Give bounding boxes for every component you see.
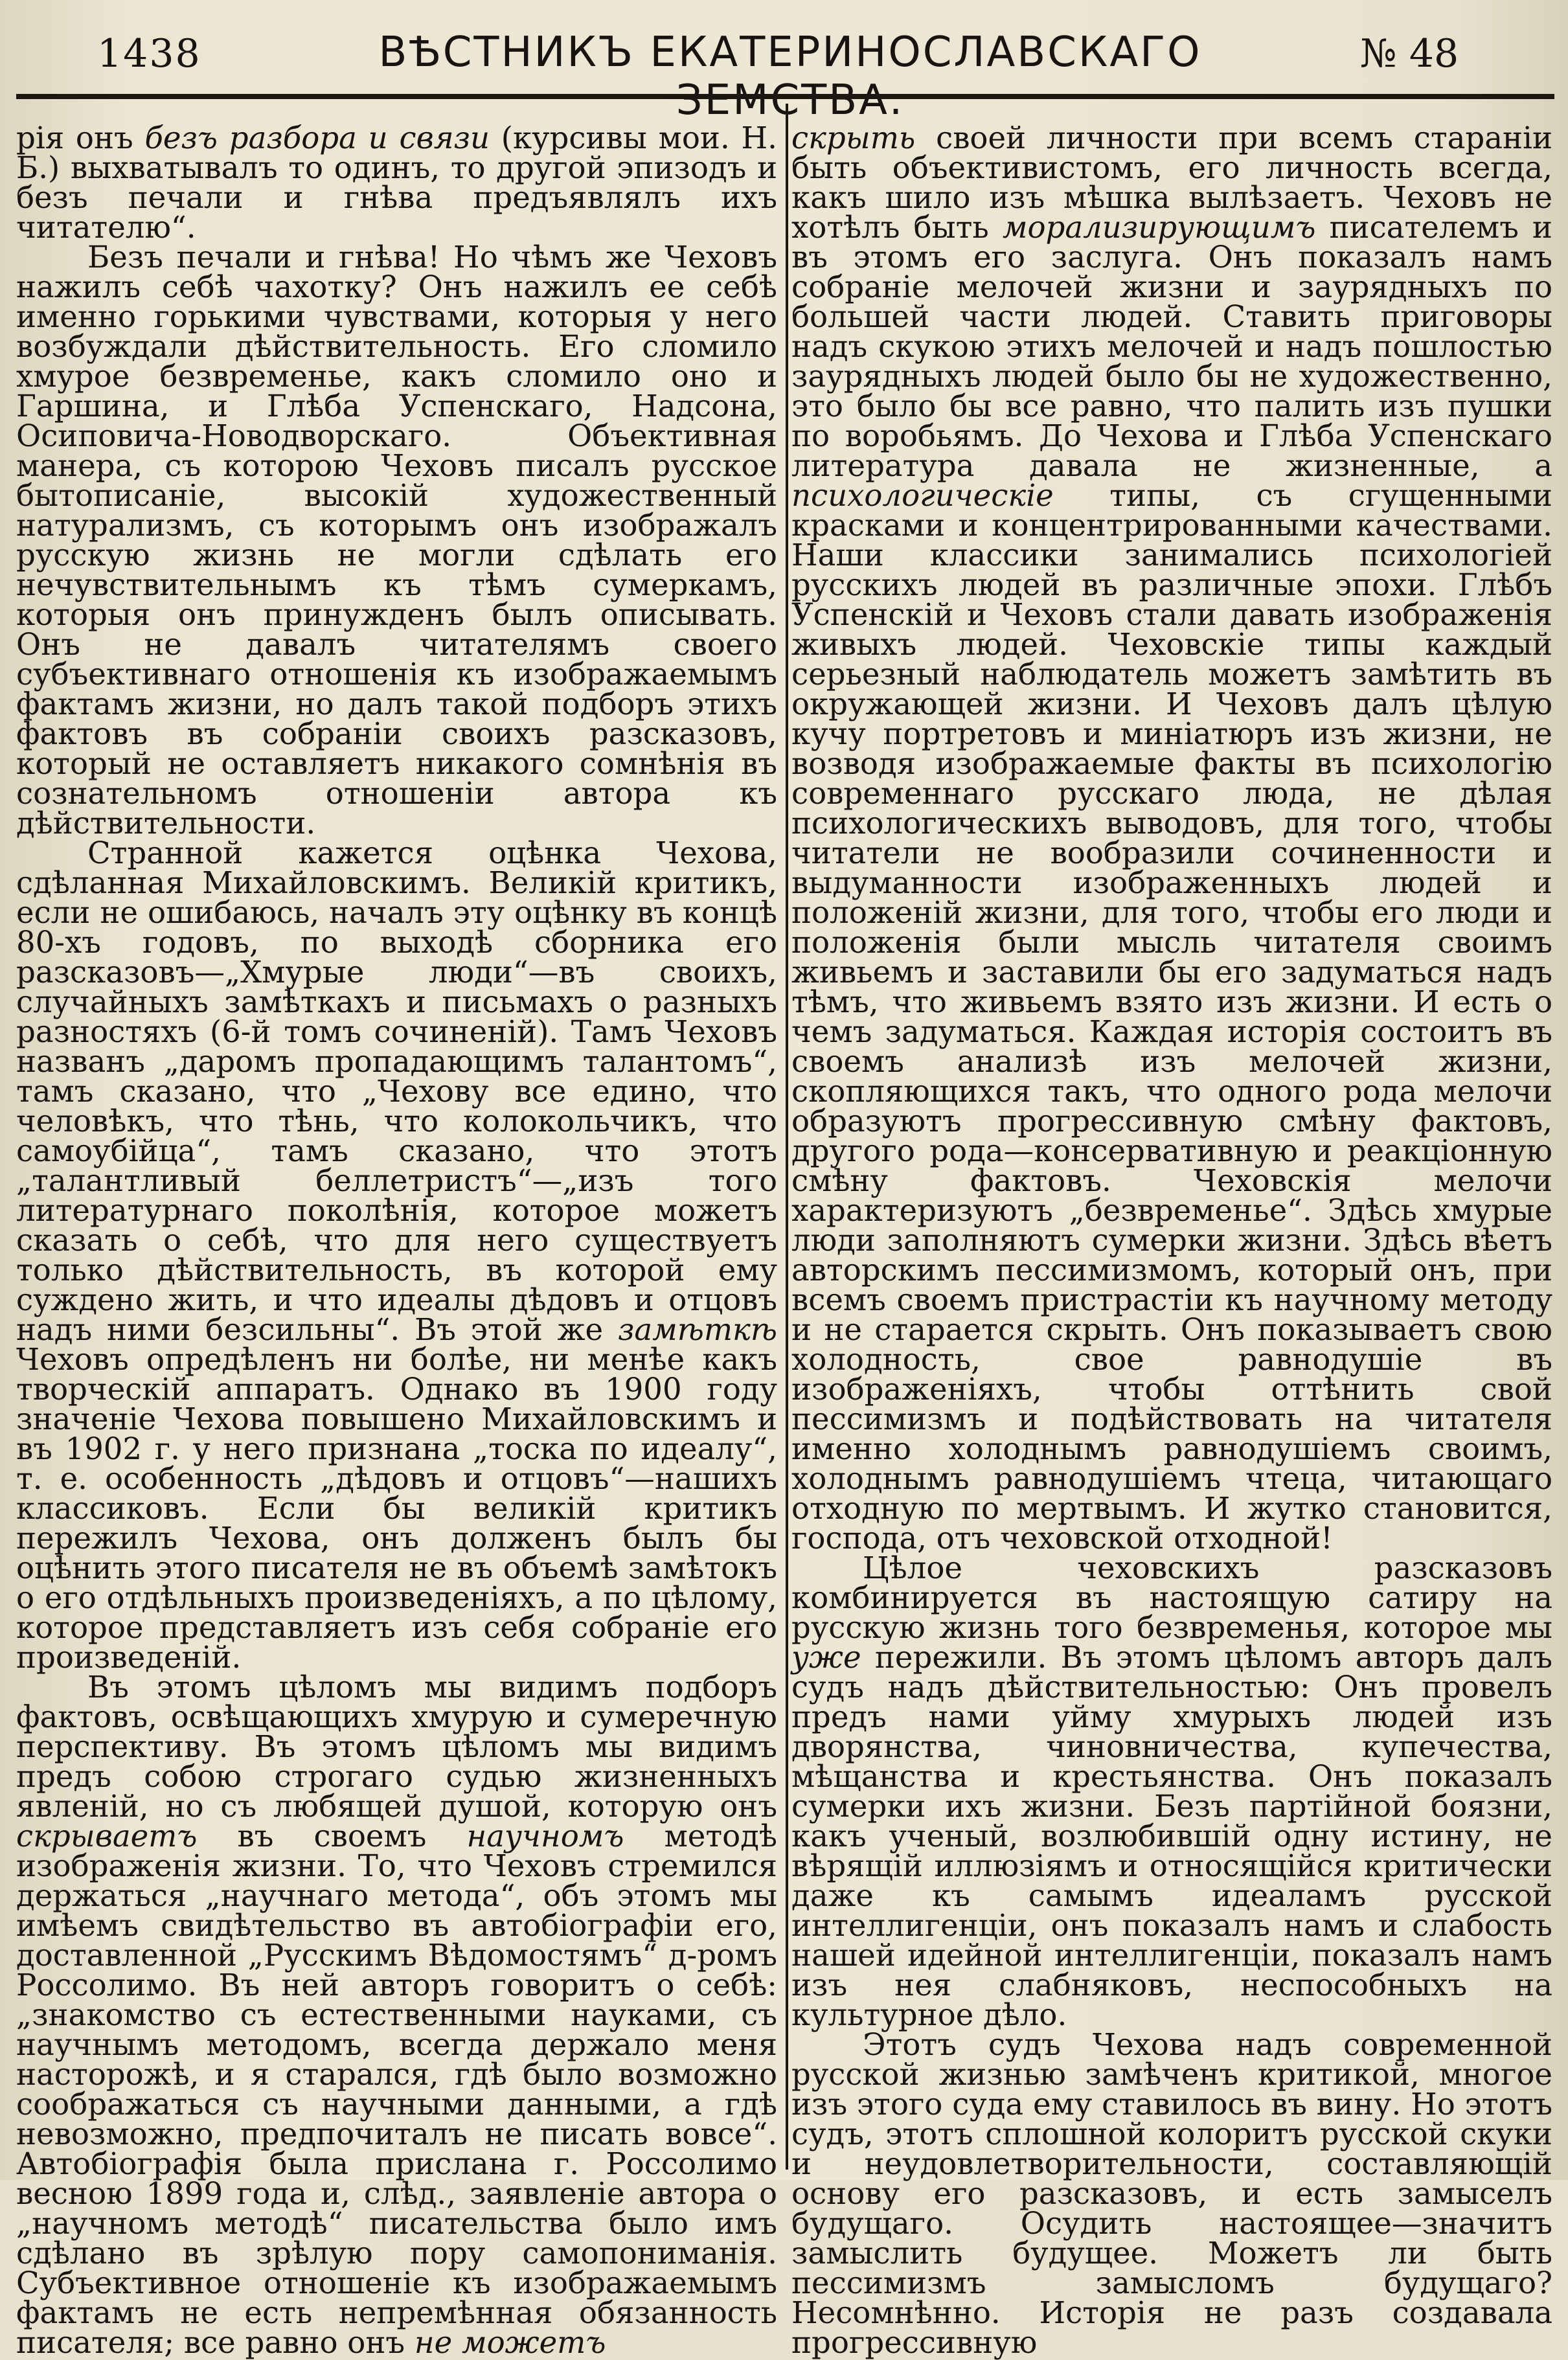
column-divider	[786, 104, 788, 2170]
journal-title: ВѢСТНИКЪ ЕКАТЕРИНОСЛАВСКАГО ЗЕМСТВА.	[378, 28, 1202, 124]
paragraph: Цѣлое чеховскихъ разсказовъ комбинируется въ настоящую сатиру на русскую жизнь того безвременья, которое мы уже пережили. Въ этомъ цѣломъ авторъ далъ судъ надъ дѣйствительностью: Онъ провелъ предъ нами уйму хмурыхъ людей изъ дворянства, чиновничества, купечества, мѣщанства и крестьянства. Онъ показалъ сумерки ихъ жизни. Безъ партійной боязни, какъ ученый, возлюбившій одну истину, не вѣрящій иллюзіямъ и относящійся критически даже къ самымъ идеаламъ русской интеллигенціи, онъ показалъ намъ и слабость нашей идейной интеллигенціи, показалъ намъ изъ нея слабняковъ, неспособныхъ на культурное дѣло.	[791, 1550, 1552, 2032]
paragraph: Въ этомъ цѣломъ мы видимъ подборъ фактовъ, освѣщающихъ хмурую и сумеречную перспективу. Въ этомъ цѣломъ мы видимъ предъ собою строгаго судью жизненныхъ явленій, но съ любящей душой, которую онъ скрываетъ въ своемъ научномъ методѣ изображенія жизни. То, что Чеховъ стремился держаться „научнаго метода“, объ этомъ мы имѣемъ свидѣтельство въ автобіографіи его, доставленной „Русскимъ Вѣдомостямъ“ д-ромъ Россолимо. Въ ней авторъ говоритъ о себѣ: „знакомство съ естественными науками, съ научнымъ методомъ, всегда держало меня насторожѣ, и я старался, гдѣ было возможно соображаться съ научными данными, а гдѣ невозможно, предпочиталъ не писать вовсе“. Автобіографія была прислана г. Россолимо весною 1899 года и, слѣд., заявленіе автора о „научномъ методѣ“ писательства было имъ сдѣлано въ зрѣлую пору самопониманія. Субъективное отношеніе къ изображаемымъ фактамъ не есть непремѣнная обязанность писателя; все равно онъ не можетъ	[16, 1670, 777, 2360]
paragraph: скрыть своей личности при всемъ стараніи быть объективистомъ, его личность всегда, какъ шило изъ мѣшка вылѣзаетъ. Чеховъ не хотѣлъ быть морализирующимъ писателемъ и въ этомъ его заслуга. Онъ показалъ намъ собраніе мелочей жизни и заурядныхъ по большей части людей. Ставить приговоры надъ скукою этихъ мелочей и надъ пошлостью заурядныхъ людей было бы не художественно, это было бы все равно, что палить изъ пушки по воробьямъ. До Чехова и Глѣба Успенскаго литература давала не жизненные, а психологическіе типы, съ сгущенными красками и концентрированными качествами. Наши классики занимались психологіей русскихъ людей въ различные эпохи. Глѣбъ Успенскій и Чеховъ стали давать изображенія живыхъ людей. Чеховскіе типы каждый серьезный наблюдатель можетъ замѣтить въ окружающей жизни. И Чеховъ далъ цѣлую кучу портретовъ и миніатюръ изъ жизни, не возводя изображаемые факты въ психологію современнаго русскаго люда, не дѣлая психологическихъ выводовъ, для того, чтобы читатели не вообразили сочиненности и выдуманности изображенныхъ людей и положеній жизни, для того, чтобы его люди и положенія были мысль читателя своимъ живьемъ и заставили бы его задуматься надъ тѣмъ, что живьемъ взято изъ жизни. И есть о чемъ задуматься. Каждая исторія состоитъ въ своемъ анализѣ изъ мелочей жизни, скопляющихся такъ, что одного рода мелочи образуютъ прогрессивную смѣну фактовъ, другого рода—консервативную и реакціонную смѣну фактовъ. Чеховскія мелочи характеризуютъ „безвременье“. Здѣсь хмурые люди заполняютъ сумерки жизни. Здѣсь вѣетъ авторскимъ пессимизмомъ, который онъ, при всемъ своемъ пристрастіи къ научному методу и не старается скрыть. Онъ показываетъ свою холодность, свое равнодушіе въ изображеніяхъ, чтобы оттѣнить свой пессимизмъ и подѣйствовать на читателя именно холоднымъ равнодушіемъ своимъ, холоднымъ равнодушіемъ чтеца, читающаго отходную по мертвымъ. И жутко становится, господа, отъ чеховской отходной!	[791, 120, 1552, 1556]
paragraph: Странной кажется оцѣнка Чехова, сдѣланная Михайловскимъ. Великій критикъ, если не ошибаюсь, началъ эту оцѣнку въ концѣ 80-хъ годовъ, по выходѣ сборника его разсказовъ—„Хмурые люди“—въ своихъ, случайныхъ замѣткахъ и письмахъ о разныхъ разностяхъ (6-й томъ сочиненій). Тамъ Чеховъ названъ „даромъ пропадающимъ талантомъ“, тамъ сказано, что „Чехову все едино, что человѣкъ, что тѣнь, что колокольчикъ, что самоубійца“, тамъ сказано, что этотъ „талантливый беллетристъ“—„изъ того литературнаго поколѣнія, которое можетъ сказать о себѣ, что для него существуетъ только дѣйствительность, въ которой ему суждено жить, и что идеалы дѣдовъ и отцовъ надъ ними безсильны“. Въ этой же замѣткѣ Чеховъ опредѣленъ ни болѣе, ни менѣе какъ творческій аппаратъ. Однако въ 1900 году значеніе Чехова повышено Михайловскимъ и въ 1902 г. у него признана „тоска по идеалу“, т. е. особенность „дѣдовъ и отцовъ“—нашихъ классиковъ. Если бы великій критикъ пережилъ Чехова, онъ долженъ былъ бы оцѣнить этого писателя не въ объемѣ замѣтокъ о его отдѣльныхъ произведеніяхъ, а по цѣлому, которое представляетъ изъ себя собраніе его произведеній.	[16, 835, 777, 1675]
paragraph: Безъ печали и гнѣва! Но чѣмъ же Чеховъ нажилъ себѣ чахотку? Онъ нажилъ ее себѣ именно горькими чувствами, которыя у него возбуждали дѣйствительность. Его сломило хмурое безвременье, какъ сломило оно и Гаршина, и Глѣба Успенскаго, Надсона, Осиповича-Новодворскаго. Объективная манера, съ которою Чеховъ писалъ русское бытописаніе, высокій художественный натурализмъ, съ которымъ онъ изображалъ русскую жизнь не могли сдѣлать его нечувствительнымъ къ тѣмъ сумеркамъ, которыя онъ принужденъ былъ описывать. Онъ не давалъ читателямъ своего субъективнаго отношенія къ изображаемымъ фактамъ жизни, но далъ такой подборъ этихъ фактовъ въ собраніи своихъ разсказовъ, который не оставляетъ никакого сомнѣнія въ сознательномъ отношеніи автора къ дѣйствительности.	[16, 240, 777, 841]
right-column	[791, 120, 1552, 2360]
issue-number: № 48	[1360, 31, 1459, 76]
page-number: 1438	[97, 31, 201, 76]
paragraph: рія онъ безъ разбора и связи (курсивы мои. Н. Б.) выхватывалъ то одинъ, то другой эпизодъ и безъ печали и гнѣва предъявлялъ ихъ читателю“.	[16, 120, 777, 245]
left-column	[16, 120, 777, 2360]
running-header	[0, 26, 1568, 124]
paragraph: Этотъ судъ Чехова надъ современной русской жизнью замѣченъ критикой, многое изъ этого суда ему ставилось въ вину. Но этотъ судъ, этотъ сплошной колоритъ русской скуки и неудовлетворительности, составляющій основу его разсказовъ, и есть замыселъ будущаго. Осудить настоящее—значитъ замыслить будущее. Можетъ ли быть пессимизмъ замысломъ будущаго? Несомнѣнно. Исторія не разъ создавала прогрессивную	[791, 2027, 1552, 2360]
header-rule	[16, 94, 1554, 99]
